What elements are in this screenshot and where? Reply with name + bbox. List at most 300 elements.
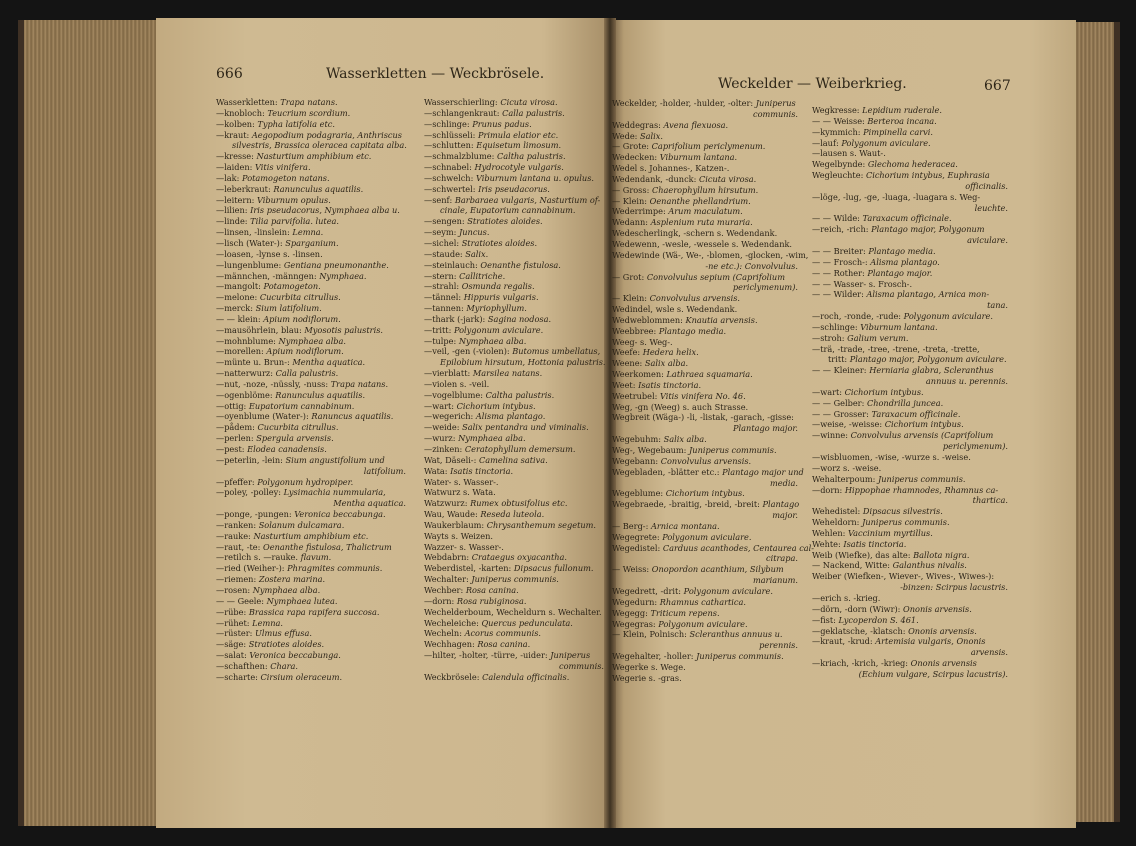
entry-line <box>424 314 604 325</box>
entry-term: —leitern: <box>216 194 257 205</box>
entry-species: Galanthus nivalis. <box>892 560 967 571</box>
entry-species: Ulmus effusa. <box>255 628 312 639</box>
entry-species: Sium angustifolium und <box>285 454 385 465</box>
entry-term: Weet: <box>612 379 639 390</box>
entry-species: Reseda luteola. <box>480 509 545 520</box>
entry-line <box>812 528 1008 539</box>
entry-species: Callitriche. <box>459 270 506 281</box>
entry-line <box>424 216 604 227</box>
entry-species: Alisma plantago. <box>870 256 940 267</box>
entry-species: Calla palustris. <box>275 368 339 379</box>
entry-line <box>216 542 406 553</box>
entry-term: Wegebuhm: <box>612 434 664 445</box>
entry-species: Polygonum aviculare. <box>658 618 748 629</box>
entry-species: silvestris, Brassica oleracea capitata alba. <box>232 140 407 151</box>
entry-line <box>812 550 1008 561</box>
entry-species: Galium verum. <box>847 332 909 343</box>
entry-term: —mohnblume: <box>216 335 279 346</box>
entry-line <box>216 563 406 574</box>
entry-line <box>812 441 1008 452</box>
entry-term: Wayts s. Weizen. <box>424 530 493 541</box>
entry-line <box>812 127 1008 138</box>
entry-term: — — Frosch-: <box>812 256 871 267</box>
entry-term: —schwelch: <box>424 172 476 183</box>
entry-term: — — Breiter: <box>812 245 869 256</box>
entry-line <box>812 593 1008 604</box>
entry-species: Plantago <box>762 499 800 510</box>
entry-line <box>216 574 406 585</box>
entry-species: arvensis. <box>970 647 1008 658</box>
entry-line <box>424 618 604 629</box>
entry-line <box>612 304 798 315</box>
entry-species: Caltha palustris. <box>485 389 555 400</box>
entry-term: — Grote: <box>612 141 652 152</box>
entry-term: —thark (-jark): <box>424 313 488 324</box>
entry-species: cinale, Eupatorium cannabinum. <box>440 205 576 216</box>
entry-term: —loasen, -lynse s. -linsen. <box>216 248 323 259</box>
entry-line <box>612 651 798 662</box>
entry-term: —ottig: <box>216 400 249 411</box>
entry-line <box>216 444 406 455</box>
entry-term: Wedindel, wsle s. Wedendank. <box>612 304 738 315</box>
entry-line <box>612 282 798 293</box>
entry-species: Tilia parvifolia. lutea. <box>250 216 340 227</box>
entry-species: Polygonum aviculare. <box>453 324 544 335</box>
entry-species: Vitis vinifera. <box>255 162 311 173</box>
entry-term: —lungenblume: <box>216 259 284 270</box>
left-running-head: Wasserkletten — Weckbrösele. <box>326 66 545 82</box>
entry-line <box>612 206 798 217</box>
entry-term: —weide: <box>424 422 463 433</box>
entry-line <box>216 162 406 173</box>
entry-line <box>812 669 1008 680</box>
entry-line <box>812 181 1008 192</box>
entry-term: Wegebladen, -blätter etc.: <box>612 466 723 477</box>
entry-species: Dipsacus silvestris. <box>862 506 943 517</box>
entry-term: Wechelderboum, Wecheldurn s. Wechalter. <box>424 606 602 617</box>
entry-term: —veil, -gen (-violen): <box>424 346 513 357</box>
entry-species: Rosa rubiginosa. <box>456 595 527 606</box>
entry-term: tritt: <box>828 354 850 365</box>
entry-species: Myosotis palustris. <box>304 324 383 335</box>
entry-line <box>216 487 406 498</box>
entry-line <box>424 455 604 466</box>
entry-species: Vaccinium myrtillus. <box>847 527 933 538</box>
entry-line <box>612 608 798 619</box>
entry-term: —rauke: <box>216 530 254 541</box>
entry-line <box>424 531 604 542</box>
entry-term: Weheldorn: <box>812 517 863 528</box>
left-page-edges <box>18 20 162 826</box>
entry-line <box>216 140 406 151</box>
entry-line <box>812 463 1008 474</box>
entry-line <box>812 517 1008 528</box>
entry-term: Weebbree: <box>612 325 659 336</box>
entry-term: —schwertel: <box>424 183 479 194</box>
entry-species: Mentha aquatica. <box>292 357 366 368</box>
entry-line <box>812 398 1008 409</box>
entry-line <box>424 108 604 119</box>
entry-species: marianum. <box>753 575 798 586</box>
entry-species: Lathraea squamaria. <box>666 369 753 380</box>
entry-species: Juniperus <box>755 98 796 108</box>
entry-line <box>612 293 798 304</box>
entry-term: Wehte: <box>812 538 844 549</box>
entry-species: Nasturtium amphibium etc. <box>256 151 372 162</box>
entry-species: Polygonum hydropiper. <box>257 476 354 487</box>
entry-species: Hedera helix. <box>642 347 699 358</box>
entry-term: —sengen: <box>424 216 468 227</box>
entry-species: Calendula officinalis. <box>482 671 570 682</box>
entry-species: Ranunculus aquatilis. <box>273 183 364 194</box>
entry-term: — — Wasser- s. Frosch-. <box>812 278 913 289</box>
entry-term: Wegebann: <box>612 455 661 466</box>
entry-term: —poley, -polley: <box>216 487 284 498</box>
entry-line <box>812 539 1008 550</box>
entry-term: Weg, -gn (Weeg) s. auch Strasse. <box>612 401 749 412</box>
entry-line <box>812 409 1008 420</box>
entry-term: Wegedurn: <box>612 596 660 607</box>
entry-term: Weerkomen: <box>612 369 667 380</box>
entry-line <box>424 552 604 563</box>
entry-species: Asplenium ruta muraria. <box>650 217 753 228</box>
entry-term: —rüster: <box>216 628 255 639</box>
entry-line <box>216 585 406 596</box>
entry-term: Wasserkletten: <box>216 97 281 107</box>
entry-line <box>424 368 604 379</box>
entry-line <box>612 109 798 120</box>
entry-species: Veronica beccabunga. <box>294 509 386 520</box>
entry-species: Rosa canina. <box>465 584 519 595</box>
entry-term: —nut, -noze, -nüssly, -nuss: <box>216 378 331 389</box>
entry-line <box>424 444 604 455</box>
entry-line <box>612 402 798 413</box>
entry-line <box>812 626 1008 637</box>
entry-term: Wedescherlingk, -schern s. Wedendank. <box>612 228 778 239</box>
entry-term: —senf: <box>424 194 455 205</box>
entry-species: Viburnum lantana u. opulus. <box>475 172 595 183</box>
entry-species: Iris pseudacorus, Nymphaea alba u. <box>250 205 400 216</box>
entry-species: Lysimachia nummularia, <box>283 487 386 498</box>
entry-species: Cucurbita citrullus. <box>259 292 341 303</box>
entry-term: Waukerblaum: <box>424 519 487 530</box>
entry-term: —pfeffer: <box>216 476 258 487</box>
entry-term: Wehlen: <box>812 527 848 538</box>
entry-species: Polygonum aviculare. <box>841 137 931 148</box>
entry-term: —tannen: <box>424 303 467 314</box>
entry-line <box>216 411 406 422</box>
entry-species: Polygonum aviculare. <box>662 531 752 542</box>
entry-line <box>424 542 604 553</box>
entry-species: Trapa natans. <box>280 97 338 107</box>
entry-term: —kraut: <box>216 129 252 140</box>
entry-line <box>612 315 798 326</box>
entry-line <box>216 336 406 347</box>
entry-term: —retilch s. —rauke. <box>216 552 299 563</box>
entry-line <box>612 337 798 348</box>
entry-term: —roch, -ronde, -rude: <box>812 311 904 322</box>
entry-species: Salix. <box>465 248 489 259</box>
entry-species: Rosa canina. <box>477 639 531 650</box>
entry-term: —linde: <box>216 216 251 227</box>
entry-line <box>424 585 604 596</box>
entry-species: Stratiotes aloides. <box>467 216 543 227</box>
entry-line <box>612 347 798 358</box>
entry-line <box>216 639 406 650</box>
entry-term: —peterlin, -lein: <box>216 454 286 465</box>
entry-species: (Echium vulgare, Scirpus lacustris). <box>858 668 1008 679</box>
entry-line <box>216 618 406 629</box>
entry-species: latifolium. <box>363 465 406 476</box>
entry-term: Wasserschierling: <box>424 97 501 107</box>
entry-species: Plantago major und <box>722 466 804 477</box>
entry-species: Plantago media. <box>868 245 936 256</box>
entry-line <box>612 174 798 185</box>
entry-species: Caltha palustris. <box>496 151 566 162</box>
entry-term: — — Weisse: <box>812 115 868 126</box>
entry-term: —säge: <box>216 639 249 650</box>
entry-line <box>216 498 406 509</box>
entry-species: Spergula arvensis. <box>256 433 334 444</box>
entry-term: —violen s. -veil. <box>424 378 490 389</box>
entry-term: — Weiss: <box>612 564 652 575</box>
left-column-2 <box>424 97 604 683</box>
entry-term: —stroh: <box>812 332 848 343</box>
entry-species: Prunus padus. <box>472 118 532 129</box>
entry-term: — — Kleiner: <box>812 365 870 376</box>
entry-species: Dipsacus fullonum. <box>513 563 594 574</box>
entry-term: —schlüsseli: <box>424 129 478 140</box>
entry-term: —weise, -weisse: <box>812 419 885 430</box>
entry-species: Sagina nodosa. <box>487 313 552 324</box>
entry-species: Juniperus communis. <box>696 651 784 662</box>
entry-line <box>612 640 798 651</box>
entry-line <box>612 358 798 369</box>
entry-term: —dörn, -dorn (Wiwr): <box>812 603 904 614</box>
entry-species: Ononis arvensis <box>910 658 977 669</box>
entry-species: Aegopodium podagraria, Anthriscus <box>251 129 402 140</box>
entry-species: Lepidium ruderale. <box>862 105 942 115</box>
entry-line <box>612 499 798 510</box>
entry-line <box>812 430 1008 441</box>
entry-line <box>612 456 798 467</box>
entry-line <box>424 661 604 672</box>
entry-line <box>612 196 798 207</box>
entry-term: —wegerich: <box>424 411 476 422</box>
entry-term: Wau, Waude: <box>424 509 481 520</box>
entry-term: Wegegrete: <box>612 531 663 542</box>
entry-species: Herniaria glabra, Scleranthus <box>869 365 994 376</box>
entry-line <box>216 596 406 607</box>
entry-species: Acorus communis. <box>464 628 541 639</box>
entry-line <box>612 488 798 499</box>
entry-term: —schlinge: <box>812 321 861 332</box>
entry-line <box>424 574 604 585</box>
entry-species: Hippuris vulgaris. <box>463 292 539 303</box>
entry-line <box>812 246 1008 257</box>
entry-species: communis. <box>558 660 604 671</box>
entry-line <box>812 636 1008 647</box>
entry-line <box>216 390 406 401</box>
entry-line <box>424 509 604 520</box>
entry-line <box>612 586 798 597</box>
entry-species: media. <box>770 477 798 488</box>
entry-species: leuchte. <box>974 202 1008 213</box>
entry-species: Sium latifolium. <box>255 303 322 314</box>
entry-line <box>612 510 798 521</box>
entry-species: Ranuncus aquatilis. <box>311 411 394 422</box>
entry-term: — Grot: <box>612 271 647 282</box>
entry-line <box>424 607 604 618</box>
entry-species: Nymphaea alba. <box>458 335 527 346</box>
entry-term: Wedel s. Johannes-, Katzen-. <box>612 163 730 174</box>
entry-species: Rhamnus cathartica. <box>659 596 746 607</box>
entry-term: —vierblatt: <box>424 368 473 379</box>
entry-species: Oenanthe fistulosa. <box>480 259 561 270</box>
entry-line <box>216 509 406 520</box>
entry-line <box>216 281 406 292</box>
entry-species: Nymphaea alba. <box>278 335 347 346</box>
entry-species: Salix. <box>640 130 663 141</box>
entry-line <box>216 368 406 379</box>
entry-line <box>424 563 604 574</box>
entry-line <box>812 387 1008 398</box>
entry-species: Taraxacum officinale. <box>871 408 961 419</box>
entry-line <box>612 120 798 131</box>
entry-line <box>612 141 798 152</box>
entry-species: Cichorium intybus. <box>844 386 924 397</box>
entry-species: periclymenum). <box>942 441 1008 452</box>
entry-species: Marsilea natans. <box>472 368 543 379</box>
entry-species: Cichorium intybus. <box>884 419 964 430</box>
entry-line <box>612 521 798 532</box>
entry-species: Artemisia vulgaris, Ononis <box>875 636 986 647</box>
entry-term: —strahl: <box>424 281 462 292</box>
entry-species: Apium nodiflorum. <box>266 346 344 357</box>
entry-line <box>424 336 604 347</box>
entry-species: Glechoma hederacea. <box>867 159 958 170</box>
entry-term: Wegleuchte: <box>812 170 866 181</box>
entry-term: —ried (Weiher-): <box>216 563 288 574</box>
entry-term: Wegkresse: <box>812 105 863 115</box>
entry-term: —schafthen: <box>216 660 271 671</box>
entry-species: Triticum repens. <box>650 607 720 618</box>
entry-line <box>812 604 1008 615</box>
entry-term: Wegerie s. -gras. <box>612 672 682 683</box>
entry-term: —salat: <box>216 650 250 661</box>
entry-species: Chrysanthemum segetum. <box>486 519 597 530</box>
entry-species: Pimpinella carvi. <box>863 126 933 137</box>
entry-term: —lak: <box>216 172 243 183</box>
entry-line <box>812 495 1008 506</box>
entry-species: Berteroa incana. <box>867 115 937 126</box>
entry-line <box>812 138 1008 149</box>
entry-line <box>612 434 798 445</box>
entry-species: Arum maculatum. <box>668 206 743 217</box>
entry-species: Oenanthe fistulosa, Thalictrum <box>263 541 392 552</box>
entry-species: Polygonum aviculare. <box>683 585 773 596</box>
entry-line <box>424 433 604 444</box>
entry-line <box>612 662 798 673</box>
entry-line <box>812 354 1008 365</box>
entry-term: —lisch (Water-): <box>216 237 286 248</box>
entry-line <box>424 184 604 195</box>
entry-term: —staude: <box>424 248 466 259</box>
entry-line <box>216 195 406 206</box>
entry-line <box>216 151 406 162</box>
entry-term: —kraut, -krud: <box>812 636 876 647</box>
entry-term: Wedecken: <box>612 152 660 163</box>
entry-line <box>424 672 604 683</box>
entry-term: —kresse: <box>216 151 257 162</box>
entry-line <box>612 239 798 250</box>
entry-species: Nymphaea. <box>319 270 367 281</box>
entry-term: Wechber: <box>424 584 466 595</box>
entry-term: —rühet: <box>216 617 253 628</box>
entry-term: —ponge, -pungen: <box>216 509 295 520</box>
entry-term: Water- s. Wasser-. <box>424 476 499 487</box>
entry-line <box>612 272 798 283</box>
entry-term: Weefe: <box>612 347 643 358</box>
entry-line <box>612 152 798 163</box>
entry-species: Chara. <box>270 660 299 671</box>
entry-species: Cucurbita citrullus. <box>257 422 339 433</box>
entry-term: —wart: <box>424 400 457 411</box>
entry-line <box>612 380 798 391</box>
entry-term: Wegegg: <box>612 607 651 618</box>
entry-term: Wegebraede, -braitig, -breid, -breit: <box>612 499 763 510</box>
entry-species: Hippophae rhamnodes, Rhamnus ca- <box>844 484 999 495</box>
entry-line <box>216 650 406 661</box>
entry-line <box>612 391 798 402</box>
entry-species: Convolvulus sepium (Caprifolium <box>646 271 785 282</box>
entry-line <box>612 412 798 423</box>
entry-species: Ononis arvensis. <box>903 603 972 614</box>
entry-line <box>612 228 798 239</box>
entry-term: —worz s. -weise. <box>812 462 882 473</box>
entry-species: Viburnum opulus. <box>256 194 331 205</box>
entry-line <box>612 131 798 142</box>
entry-term: Weg-, Wegebaum: <box>612 445 690 455</box>
entry-line <box>812 224 1008 235</box>
entry-species: Plantago major. <box>867 267 933 278</box>
entry-line <box>612 163 798 174</box>
entry-term: Wedewinde (Wä-, We-, -blomen, -glocken, -wim, <box>612 249 809 260</box>
entry-species: Equisetum limosum. <box>476 140 562 151</box>
entry-term: — Klein: <box>612 195 650 206</box>
entry-line <box>812 148 1008 159</box>
entry-line <box>216 346 406 357</box>
entry-species: Quercus pedunculata. <box>481 617 573 628</box>
entry-line <box>216 238 406 249</box>
entry-line <box>216 260 406 271</box>
entry-term: Wechalter: <box>424 574 472 585</box>
entry-line <box>424 130 604 141</box>
entry-term: —dorn: <box>424 595 457 606</box>
entry-line <box>216 433 406 444</box>
entry-line <box>812 289 1008 300</box>
entry-term: —lilien: <box>216 205 251 216</box>
entry-species: Gentiana pneumonanthe. <box>283 259 389 270</box>
entry-term: — Nackend, Witte: <box>812 560 893 571</box>
entry-line <box>216 477 406 488</box>
entry-species: communis. <box>752 108 798 119</box>
entry-line <box>812 376 1008 387</box>
entry-line <box>424 162 604 173</box>
entry-species: Alisma plantago. <box>475 411 546 422</box>
entry-species: Veronica beccabunga. <box>249 650 341 661</box>
entry-term: Wegegras: <box>612 618 659 629</box>
